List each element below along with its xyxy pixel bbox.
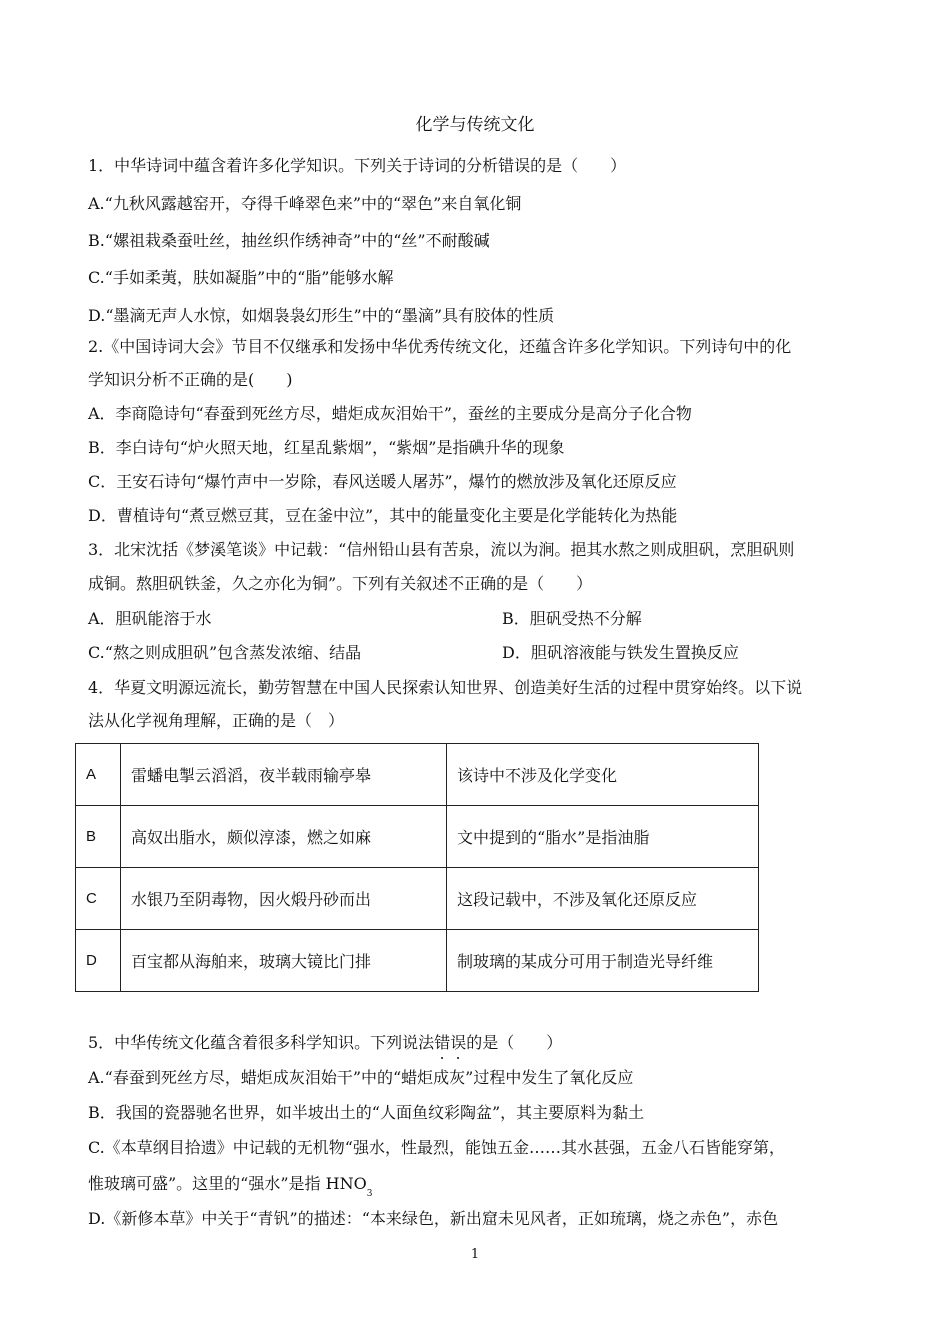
- q5-option-c-line1: C.《本草纲目拾遗》中记载的无机物“强水，性最烈，能蚀五金……其水甚强，五金八石皆能穿第，: [88, 1138, 785, 1157]
- q4-row-claim: 制玻璃的某成分可用于制造光导纤维: [447, 930, 759, 992]
- q2-option-a: A．李商隐诗句“春蚕到死丝方尽，蜡炬成灰泪始干”，蚕丝的主要成分是高分子化合物: [88, 404, 692, 423]
- q1-stem: 1．中华诗词中蕴含着许多化学知识。下列关于诗词的分析错误的是（ ）: [88, 156, 627, 175]
- q5-option-c-text: 惟玻璃可盛”。这里的“强水”是指 HNO: [88, 1174, 367, 1193]
- q3-option-b: B．胆矾受热不分解: [502, 609, 642, 628]
- q4-row-key: A: [76, 744, 121, 806]
- page-number: 1: [470, 1247, 480, 1262]
- q2-stem-line2: 学知识分析不正确的是( ): [88, 370, 293, 389]
- q3-option-d: D．胆矾溶液能与铁发生置换反应: [502, 643, 739, 662]
- q4-row-claim: 该诗中不涉及化学变化: [447, 744, 759, 806]
- document-title: 化学与传统文化: [415, 115, 535, 135]
- q4-row-key: C: [76, 868, 121, 930]
- q3-options-row1: [88, 607, 868, 631]
- emphasis-char: 误: [450, 1031, 466, 1055]
- table-row: [76, 868, 759, 930]
- q4-row-claim: 文中提到的“脂水”是指油脂: [447, 806, 759, 868]
- q4-options-table: [75, 743, 759, 992]
- q4-row-quote: 水银乃至阴毒物，因火煅丹砂而出: [121, 868, 447, 930]
- q5-stem: [88, 1031, 868, 1055]
- q4-row-claim: 这段记载中，不涉及氧化还原反应: [447, 868, 759, 930]
- q3-option-c: C.“熬之则成胆矾”包含蒸发浓缩、结晶: [88, 643, 362, 662]
- q3-stem-line2: 成铜。熬胆矾铁釜，久之亦化为铜”。下列有关叙述不正确的是（ ）: [88, 574, 593, 593]
- q4-row-quote: 百宝都从海舶来，玻璃大镜比门排: [121, 930, 447, 992]
- q3-stem-line1: 3．北宋沈括《梦溪笔谈》中记载：“信州铅山县有苦泉，流以为涧。挹其水熬之则成胆矾，烹胆矾则: [88, 540, 795, 559]
- q5-stem-pre: 5．中华传统文化蕴含着很多科学知识。下列说法: [88, 1033, 435, 1052]
- q5-stem-emphasis: [434, 1033, 466, 1052]
- q5-option-a: A.“春蚕到死丝方尽，蜡炬成灰泪始干”中的“蜡炬成灰”过程中发生了氧化反应: [88, 1068, 634, 1087]
- table-row: [76, 806, 759, 868]
- emphasis-char: 错: [434, 1031, 450, 1055]
- q5-option-c-subscript: 3: [366, 1189, 373, 1199]
- q2-option-b: B．李白诗句“炉火照天地，红星乱紫烟”，“紫烟”是指碘升华的现象: [88, 438, 565, 457]
- q1-option-c: C.“手如柔荑，肤如凝脂”中的“脂”能够水解: [88, 268, 394, 287]
- table-row: [76, 744, 759, 806]
- q4-row-key: D: [76, 930, 121, 992]
- q3-option-a: A．胆矾能溶于水: [88, 609, 212, 628]
- q4-row-quote: 雷蟠电掣云滔滔，夜半载雨输亭皋: [121, 744, 447, 806]
- q2-option-c: C．王安石诗句“爆竹声中一岁除，春风送暖人屠苏”，爆竹的燃放涉及氧化还原反应: [88, 472, 677, 491]
- q2-stem-line1: 2.《中国诗词大会》节目不仅继承和发扬中华优秀传统文化，还蕴含许多化学知识。下列诗句中的化: [88, 337, 792, 356]
- q5-option-c-line2: [88, 1172, 868, 1206]
- q2-option-d: D．曹植诗句“煮豆燃豆萁，豆在釜中泣”，其中的能量变化主要是化学能转化为热能: [88, 506, 678, 525]
- q1-option-d: D.“墨滴无声人水惊，如烟袅袅幻形生”中的“墨滴”具有胶体的性质: [88, 306, 555, 325]
- q1-option-a: A.“九秋风露越窑开，夺得千峰翠色来”中的“翠色”来自氧化铜: [88, 194, 522, 213]
- q5-option-d-line1: D.《新修本草》中关于“青钒”的描述：“本来绿色，新出窟未见风者，正如琉璃，烧之赤色”，赤色: [88, 1209, 779, 1228]
- table-row: [76, 930, 759, 992]
- q3-options-row2: [88, 641, 868, 665]
- q1-option-b: B.“嫘祖栽桑蚕吐丝，抽丝织作绣神奇”中的“丝”不耐酸碱: [88, 231, 490, 250]
- q4-row-quote: 高奴出脂水，颇似淳漆，燃之如麻: [121, 806, 447, 868]
- q4-stem-line2: 法从化学视角理解，正确的是（ ）: [88, 711, 345, 730]
- q5-stem-emphasis-text: [434, 1033, 466, 1052]
- q5-option-b: B．我国的瓷器驰名世界，如半坡出土的“人面鱼纹彩陶盆”，其主要原料为黏土: [88, 1103, 645, 1122]
- q5-stem-post: 的是（ ）: [466, 1033, 563, 1052]
- q4-row-key: B: [76, 806, 121, 868]
- q4-stem-line1: 4．华夏文明源远流长，勤劳智慧在中国人民探索认知世界、创造美好生活的过程中贯穿始终。以下说: [88, 678, 803, 697]
